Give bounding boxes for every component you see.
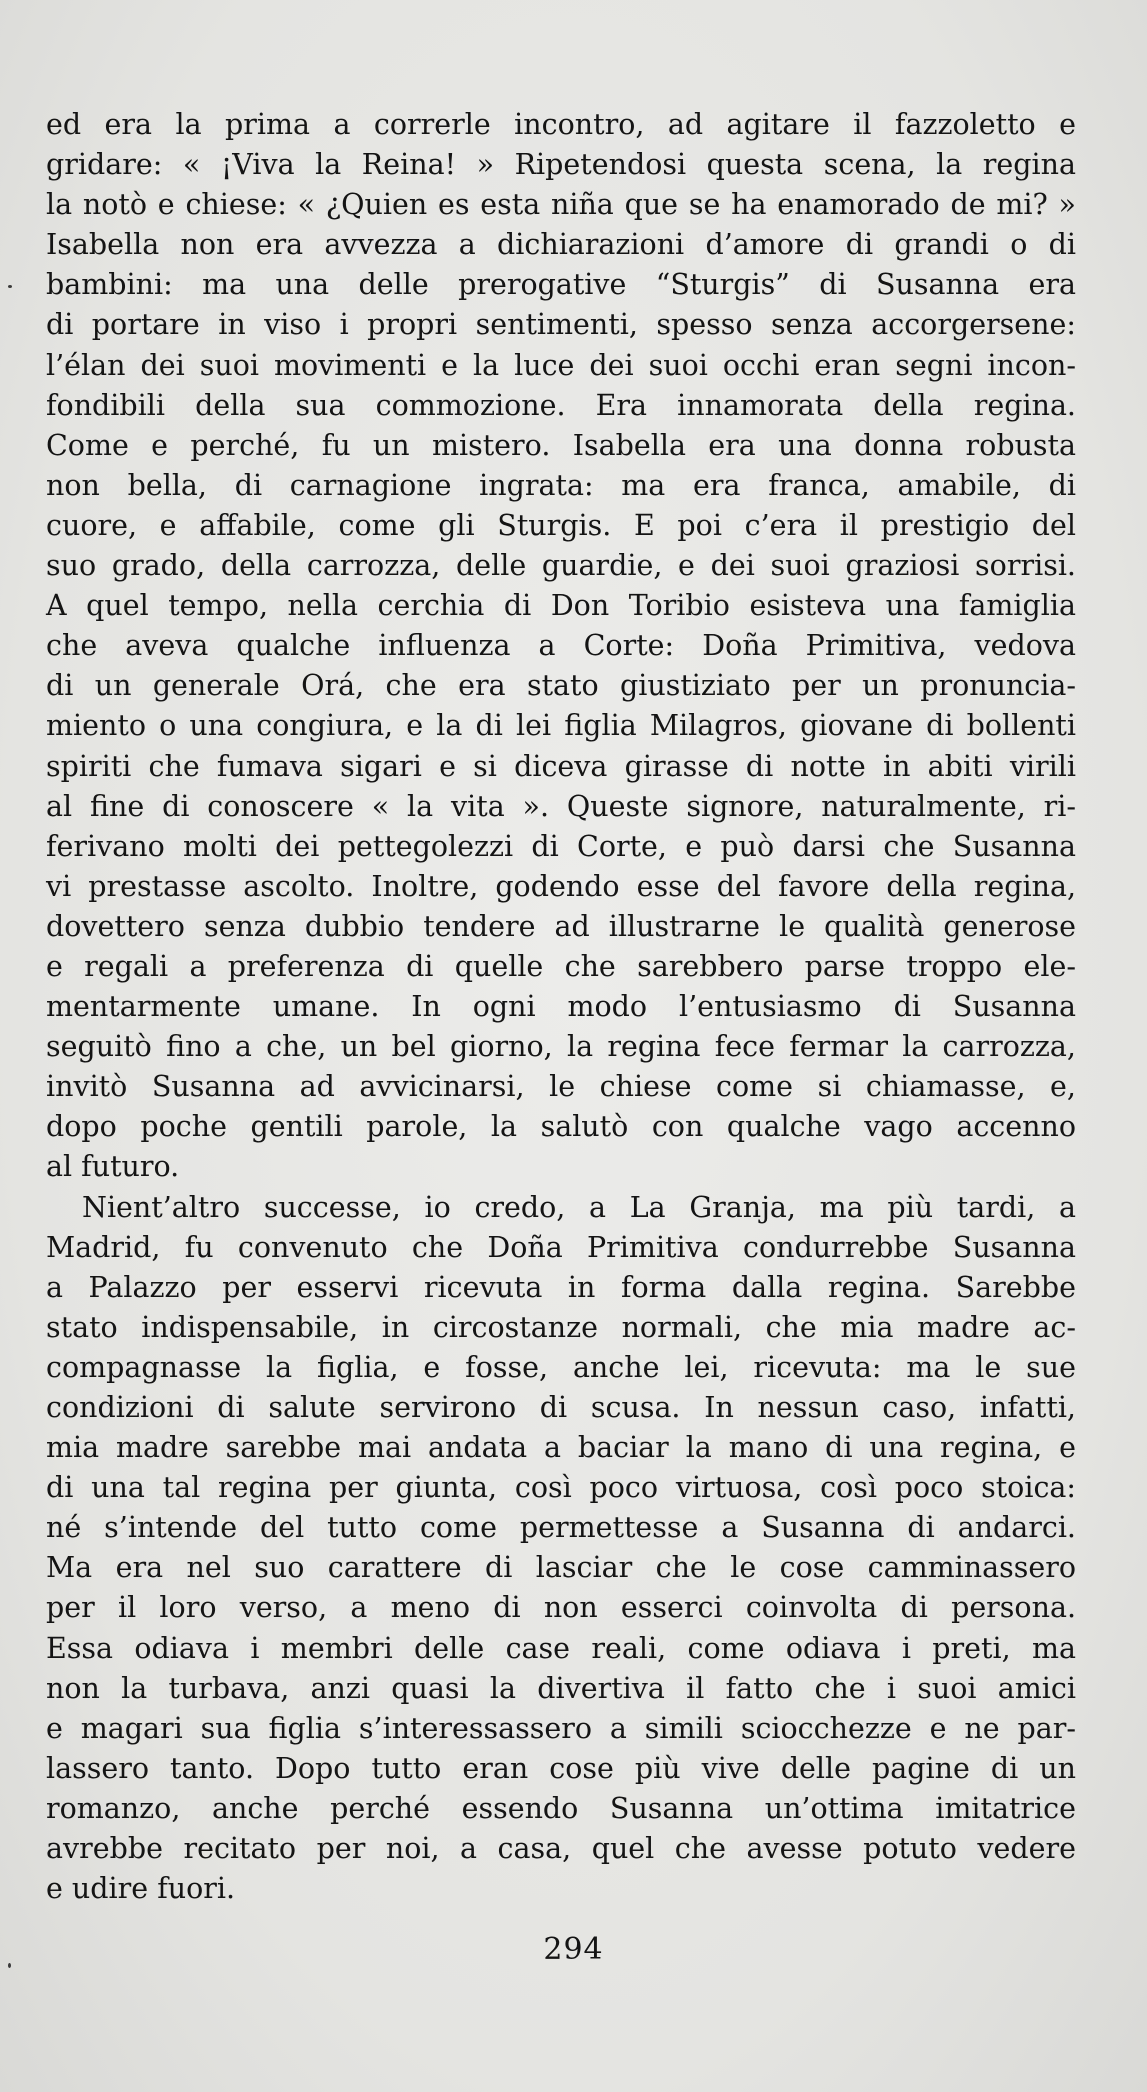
text-line: Essa odiava i membri delle case reali, come odiava i preti, ma	[46, 1631, 1076, 1665]
text-line: né s’intende del tutto come permettesse a Susanna di andarci.	[46, 1511, 1076, 1545]
text-line: Come e perché, fu un mistero. Isabella era una donna robusta	[46, 428, 1076, 462]
text-line: suo grado, della carrozza, delle guardie, e dei suoi graziosi sorrisi.	[46, 549, 1076, 583]
text-line: dopo poche gentili parole, la salutò con qualche vago accenno	[46, 1110, 1076, 1144]
text-line: ed era la prima a correrle incontro, ad agitare il fazzoletto e	[46, 108, 1076, 141]
text-line: al fine di conoscere « la vita ». Queste signore, naturalmente, ri-	[46, 789, 1076, 823]
page-number: 294	[543, 1932, 604, 1967]
text-line: gridare: « ¡Viva la Reina! » Ripetendosi questa scena, la regina	[46, 148, 1076, 182]
text-line: non la turbava, anzi quasi la divertiva il fatto che i suoi amici	[46, 1671, 1076, 1705]
text-line: di un generale Orá, che era stato giustiziato per un pronuncia-	[46, 669, 1076, 703]
text-line: cuore, e affabile, come gli Sturgis. E poi c’era il prestigio del	[46, 508, 1076, 542]
text-line: di una tal regina per giunta, così poco virtuosa, così poco stoica:	[46, 1471, 1076, 1505]
text-line: per il loro verso, a meno di non esserci coinvolta di persona.	[46, 1591, 1076, 1625]
text-line: che aveva qualche influenza a Corte: Doña Primitiva, vedova	[46, 629, 1076, 663]
text-line: compagnasse la figlia, e fosse, anche lei, ricevuta: ma le sue	[46, 1350, 1076, 1384]
text-line: Nient’altro successe, io credo, a La Granja, ma più tardi, a	[82, 1190, 1076, 1224]
text-line: al futuro.	[46, 1150, 180, 1184]
paper-speck	[8, 1963, 11, 1968]
text-line: a Palazzo per esservi ricevuta in forma dalla regina. Sarebbe	[46, 1270, 1076, 1304]
text-line: la notò e chiese: « ¿Quien es esta niña que se ha enamorado de mi? »	[46, 188, 1076, 222]
text-line: e regali a preferenza di quelle che sarebbero parse troppo ele-	[46, 949, 1076, 983]
text-line: avrebbe recitato per noi, a casa, quel che avesse potuto vedere	[46, 1832, 1076, 1866]
text-line: spiriti che fumava sigari e si diceva girasse di notte in abiti virili	[46, 749, 1076, 783]
text-line: di portare in viso i propri sentimenti, spesso senza accorgersene:	[46, 308, 1076, 342]
text-line: Isabella non era avvezza a dichiarazioni d’amore di grandi o di	[46, 228, 1076, 262]
text-line: stato indispensabile, in circostanze normali, che mia madre ac-	[46, 1310, 1076, 1344]
text-line: non bella, di carnagione ingrata: ma era franca, amabile, di	[46, 468, 1076, 502]
text-line: Ma era nel suo carattere di lasciar che le cose camminassero	[46, 1551, 1076, 1585]
text-line: invitò Susanna ad avvicinarsi, le chiese come si chiamasse, e,	[46, 1070, 1076, 1104]
paper-speck	[8, 285, 12, 288]
text-line: condizioni di salute servirono di scusa. In nessun caso, infatti,	[46, 1391, 1076, 1424]
text-line: e magari sua figlia s’interessassero a simili sciocchezze e ne par-	[46, 1711, 1076, 1745]
body-text	[46, 105, 1076, 1909]
text-line: A quel tempo, nella cerchia di Don Toribio esisteva una famiglia	[46, 589, 1076, 623]
text-line: romanzo, anche perché essendo Susanna un’ottima imitatrice	[46, 1791, 1076, 1825]
text-line: seguitò fino a che, un bel giorno, la regina fece fermar la carrozza,	[46, 1030, 1076, 1064]
text-line: mentarmente umane. In ogni modo l’entusiasmo di Susanna	[46, 990, 1076, 1024]
text-line: vi prestasse ascolto. Inoltre, godendo esse del favore della regina,	[46, 869, 1076, 903]
text-line: ferivano molti dei pettegolezzi di Corte, e può darsi che Susanna	[46, 829, 1076, 863]
text-line: Madrid, fu convenuto che Doña Primitiva condurrebbe Susanna	[46, 1230, 1076, 1264]
text-line: e udire fuori.	[46, 1872, 236, 1906]
text-line: lassero tanto. Dopo tutto eran cose più vive delle pagine di un	[46, 1751, 1076, 1785]
text-line: bambini: ma una delle prerogative “Sturgis” di Susanna era	[46, 268, 1076, 302]
text-line: mia madre sarebbe mai andata a baciar la mano di una regina, e	[46, 1431, 1076, 1465]
text-line: fondibili della sua commozione. Era innamorata della regina.	[46, 388, 1076, 422]
text-line: dovettero senza dubbio tendere ad illustrarne le qualità generose	[46, 909, 1076, 943]
text-line: miento o una congiura, e la di lei figlia Milagros, giovane di bollenti	[46, 709, 1076, 743]
text-line: l’élan dei suoi movimenti e la luce dei suoi occhi eran segni incon-	[46, 348, 1076, 382]
